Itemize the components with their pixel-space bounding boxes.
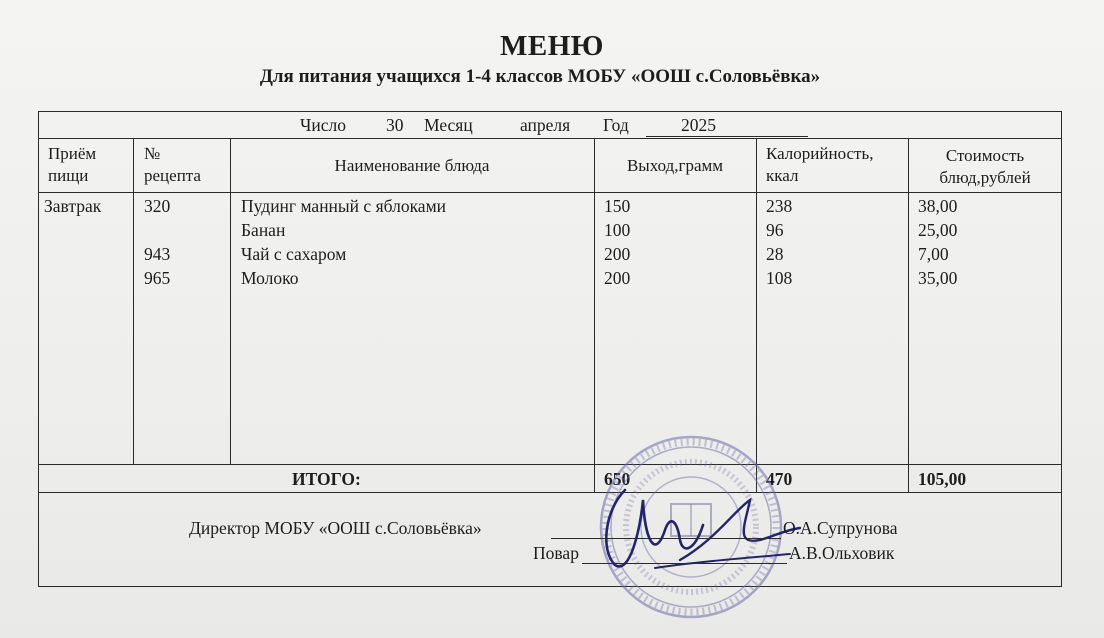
table-row-cost: 38,00: [918, 196, 958, 216]
col-header-meal-line2: пищи: [48, 166, 89, 185]
calories-column: [766, 194, 792, 290]
table-row-recipe: 320: [144, 196, 171, 216]
total-cost: 105,00: [918, 469, 967, 489]
table-row-calories: 28: [766, 244, 784, 264]
table-row-recipe: 943: [144, 244, 171, 264]
table-row-yield: 100: [604, 220, 631, 240]
total-row-divider: [38, 492, 1062, 493]
col-header-cost-line2: блюд,рублей: [939, 168, 1031, 187]
table-row-yield: 200: [604, 244, 631, 264]
col-header-cost: [908, 145, 1062, 189]
table-row-calories: 108: [766, 268, 793, 288]
year-label: Год: [603, 115, 629, 135]
director-signature-line: [551, 538, 781, 539]
table-row-recipe: 965: [144, 268, 171, 288]
table-row-cost: 25,00: [918, 220, 958, 240]
year-underline: [646, 115, 808, 137]
table-row-calories: 96: [766, 220, 784, 240]
dish-column: [241, 194, 446, 290]
cook-signature-line: [582, 563, 787, 564]
table-row-cost: 35,00: [918, 268, 958, 288]
col-header-meal-line1: Приём: [48, 144, 97, 163]
year-value: 2025: [681, 115, 716, 135]
col-header-calories-line2: ккал: [766, 166, 799, 185]
cost-column: [918, 194, 957, 290]
col-header-recipe: [144, 143, 201, 187]
col-header-yield: Выход,грамм: [626, 156, 724, 175]
total-calories: 470: [766, 469, 793, 489]
month-label: Месяц: [424, 115, 473, 135]
col-header-meal: [48, 143, 96, 187]
table-row-cost: 7,00: [918, 244, 949, 264]
col-header-calories-line1: Калорийность,: [766, 144, 874, 163]
cook-label: Повар: [533, 543, 579, 563]
cook-name: А.В.Ольховик: [789, 543, 895, 563]
total-yield: 650: [604, 469, 631, 489]
day-label: Число: [300, 115, 346, 135]
yield-column: [604, 194, 630, 290]
director-name: О.А.Супрунова: [783, 518, 898, 538]
total-label: ИТОГО:: [292, 469, 361, 489]
table-row-calories: 238: [766, 196, 793, 216]
table-row-dish: Чай с сахаром: [241, 244, 347, 264]
table-row-yield: 200: [604, 268, 631, 288]
table-row-dish: Молоко: [241, 268, 299, 288]
col-header-calories: [766, 143, 874, 187]
col-header-cost-line1: Стоимость: [945, 146, 1025, 165]
director-label: Директор МОБУ «ООШ с.Соловьёвка»: [189, 518, 482, 538]
col-header-recipe-line1: №: [144, 144, 161, 163]
table-row-dish: Пудинг манный с яблоками: [241, 196, 447, 216]
col-header-dish: Наименование блюда: [334, 156, 490, 175]
meal-cell: Завтрак: [44, 196, 102, 216]
table-row-dish: Банан: [241, 220, 286, 240]
day-value: 30: [386, 115, 404, 135]
table-row-yield: 150: [604, 196, 631, 216]
table-row-recipe: [144, 218, 170, 242]
month-value: апреля: [520, 115, 571, 135]
col-header-recipe-line2: рецепта: [144, 166, 201, 185]
page-title: МЕНЮ: [500, 30, 604, 62]
recipe-column: [144, 194, 170, 290]
page-subtitle: Для питания учащихся 1-4 классов МОБУ «ООШ с.Соловьёвка»: [259, 66, 821, 87]
